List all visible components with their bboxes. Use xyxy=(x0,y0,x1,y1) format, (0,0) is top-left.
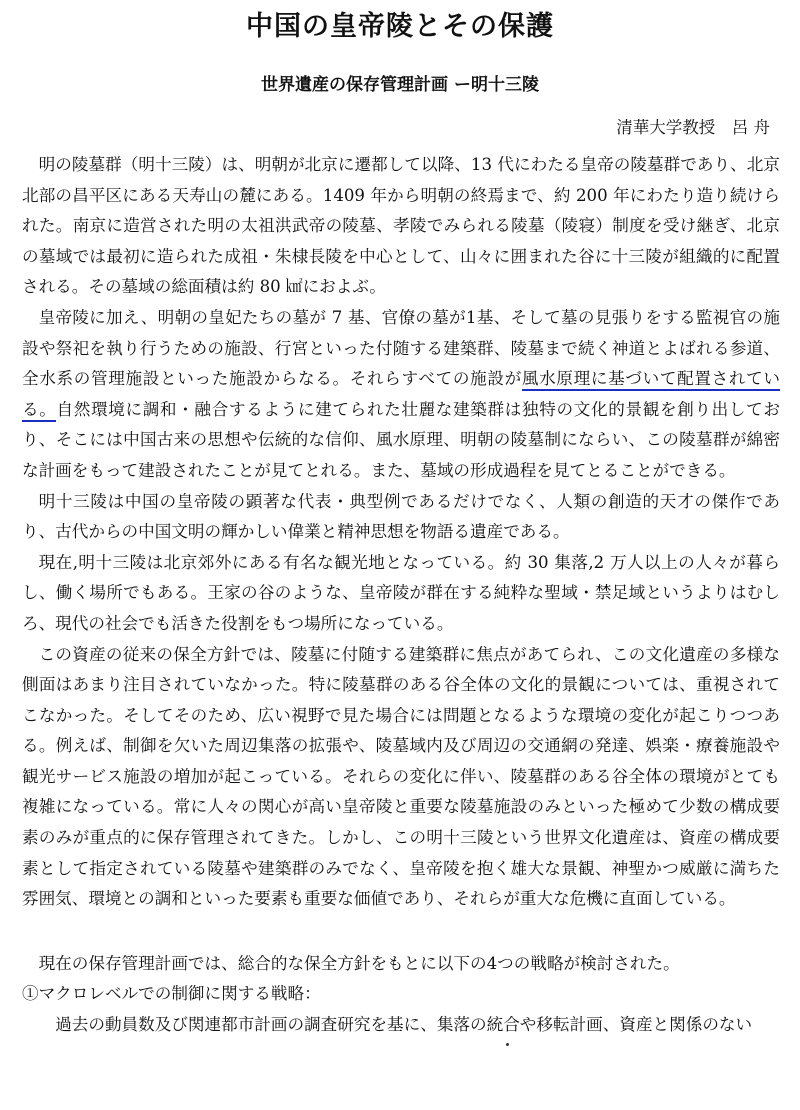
paragraph-1: 明の陵墓群（明十三陵）は、明朝が北京に遷都して以降、13 代にわたる皇帝の陵墓群であり、北京北部の昌平区にある天寿山の麓にある。1409 年から明朝の終焉まで、約 200 年にわたり造り続けられた。南京に造営された明の太祖洪武帝の陵墓、孝陵でみられる陵墓（陵寝）制度を受け継ぎ、北京の墓域では最初に造られた成祖・朱棣長陵を中心として、山々に囲まれた谷に十三陵が組織的に配置される。その墓域の総面積は約 80 ㎢におよぶ。 xyxy=(22,155,780,297)
paragraph-7: 過去の動員数及び関連都市計画の調査研究を基に、集落の統合や移転計画、資産と関係のない xyxy=(55,1015,753,1035)
underlined-phrase: 風水原理に基づいて配置されている。 xyxy=(22,369,780,422)
strategy-heading: ①マクロレベルでの制御に関する戦略： xyxy=(22,984,321,1004)
paragraph-5: この資産の従来の保全方針では、陵墓に付随する建築群に焦点があてられ、この文化遺産の多様な側面はあまり注目されていなかった。特に陵墓群のある谷全体の文化的景観については、重視されてこなかった。そしてそのため、広い視野で見た場合には問題となるような環境の変化が起こりつつある。例えば、制御を欠いた周辺集落の拡張や、陵墓域内及び周辺の交通網の発達、娯楽・療養施設や観光サービス施設の増加が起こっている。それらの変化に伴い、陵墓群のある谷全体の環境がとても複雑になっている。常に人々の関心が高い皇帝陵と重要な陵墓施設のみといった極めて少数の構成要素のみが重点的に保存管理されてきた。しかし、この明十三陵という世界文化遺産は、資産の構成要素として指定されている陵墓や建築群のみでなく、皇帝陵を抱く雄大な景観、神聖かつ威厳に満ちた雰囲気、環境との調和といった要素も重要な価値であり、それらが重大な危機に直面している。 xyxy=(22,644,780,909)
page-title: 中国の皇帝陵とその保護 xyxy=(246,11,554,42)
paragraph-2-text-after: 自然環境に調和・融合するように建てられた壮麗な建築群は独特の文化的景観を創り出しており、そこには中国古来の思想や伝統的な信仰、風水原理、明朝の陵墓制にならい、この陵墓群が綿密な計画をもって建設されたことが見てとれる。また、墓域の形成過程を見てとることができる。 xyxy=(22,399,780,480)
paragraph-2-text-before: 皇帝陵に加え、明朝の皇妃たちの墓が 7 基、官僚の墓が1基、そして墓の見張りをする監視官の施設や祭祀を執り行うための施設、行宮といった付随する建築群、陵墓まで続く神道とよばれる参道、全水系の管理施設といった施設からなる。それらすべての施設が xyxy=(22,307,780,389)
page-subtitle: 世界遺産の保存管理計画 ー明十三陵 xyxy=(261,75,539,95)
paragraph-4: 現在,明十三陵は北京郊外にある有名な観光地となっている。約 30 集落,2 万人以上の人々が暮らし、働く場所でもある。王家の谷のような、皇帝陵が群在する純粋な聖域・禁足域というよりはむしろ、現代の社会でも活きた役割をもつ場所になっている。 xyxy=(22,552,780,633)
paragraph-2 xyxy=(22,303,780,487)
paragraph-6: 現在の保存管理計画では、総合的な保全方針をもとに以下の4つの戦略が検討された。 xyxy=(38,953,680,973)
paragraph-3: 明十三陵は中国の皇帝陵の顕著な代表・典型例であるだけでなく、人類の創造的天才の傑作であり、古代からの中国文明の輝かしい偉業と精神思想を物語る遺産である。 xyxy=(22,491,780,542)
author-line: 清華大学教授 呂 舟 xyxy=(616,118,770,137)
scan-dot xyxy=(506,1043,509,1046)
article-body xyxy=(22,150,780,1041)
